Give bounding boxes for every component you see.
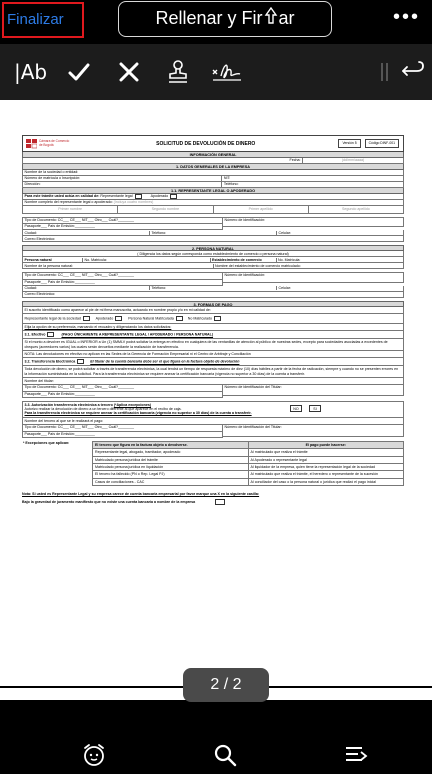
id-block-4: [22, 425, 404, 438]
exc-row: [93, 478, 403, 485]
bottom-bar: [0, 734, 432, 774]
transferencia-checkbox[interactable]: [77, 359, 84, 364]
id-block-1: [22, 217, 404, 230]
tipo-doc-row[interactable]: Tipo de Documento: CC___ CE___ NIT___ Otro___ Cuál?________: [22, 425, 223, 432]
exc-right: Al conciliador del caso o la persona natural o jurídica que realizó el pago inicial: [250, 479, 376, 484]
id-block-3: [22, 385, 404, 397]
sign-pen-icon: [264, 3, 278, 36]
top-bar: [0, 0, 432, 42]
telefono-label: Teléfono:: [150, 231, 277, 235]
s3-opt-label: Persona Natural Matriculada: [128, 316, 174, 321]
section-2-heading: 2. PERSONA NATURAL: [22, 245, 404, 251]
pasaporte-row[interactable]: Pasaporte___ País de Emisión:__________: [22, 432, 223, 438]
rep-legal-checkbox[interactable]: [135, 194, 142, 199]
logo-text: Cámara de Comercio de Bogotá: [39, 138, 70, 147]
undo-icon[interactable]: [400, 56, 426, 88]
pasaporte-row[interactable]: Pasaporte___ País de Emisión:__________: [22, 224, 223, 230]
correo-label: Correo Electrónico:: [24, 292, 56, 297]
efectivo-checkbox[interactable]: [47, 332, 54, 337]
nombre-completo-label: [23, 200, 403, 204]
nota-efectivo: NOTA: Las devoluciones en efectivo no aplican en las Sedes de la Gerencia de Formación Empresarial ni el Centro de Arbitraje y Conciliación: [22, 351, 404, 358]
document-viewer[interactable]: [0, 100, 432, 700]
id-block-2: [22, 272, 404, 285]
logo-mark-icon: [26, 139, 37, 149]
fecha-label: Fecha:: [23, 158, 303, 162]
s2-subtitle-text: ( Diligencia los datos según corresponda como establecimiento de comercio o persona natural): [137, 251, 289, 256]
establecimiento-label: Establecimiento de comercio: [211, 258, 277, 262]
s32-text: Toda devolución de dinero, se podrá solicitar a través de transferencia electrónica, la cual tendrá un tiempo de respuesta máximo de diez (10) días hábiles a partir de la fecha de radicación, siempre y cuando no se presenten errores en la información suministrada en la solicitud. Para la transferencia electrónica se requiere anexar la certificación bancaria (vigencia no superior a 30 días) de la cuenta a transferir.: [22, 366, 404, 378]
nombre-completo-text: Nombre completo del representante legal o apoderado:: [24, 200, 113, 205]
exc-head-right: El pago puede hacerse:: [305, 443, 346, 448]
s3-intro: El suscrito identificado como aparece al pie de mi firma manuscrita, actuando en nombre propio y/o en mi calidad de:: [22, 307, 404, 314]
section-1-heading: 1. DATOS GENERALES DE LA EMPRESA: [22, 164, 404, 170]
more-options-button[interactable]: •••: [392, 6, 420, 28]
exc-right: Al Apoderado o representante legal: [250, 457, 307, 462]
s3-opt-checkbox[interactable]: [83, 316, 90, 321]
celular-label: Celular:: [278, 286, 291, 291]
document-header: [22, 135, 404, 152]
exc-row: [93, 448, 403, 455]
exc-row: [93, 470, 403, 477]
exc-left: El tercero ha fallecido (PN o Rep. Legal PJ): [93, 471, 249, 477]
exc-row: [93, 463, 403, 470]
check-icon[interactable]: [66, 56, 92, 88]
name-part[interactable]: Primer nombre: [23, 206, 118, 213]
signature-icon[interactable]: [210, 56, 244, 88]
s33-options: [288, 405, 323, 412]
s33-block: [22, 401, 404, 418]
title-part-2: ar: [278, 8, 295, 28]
excepciones-table: [92, 441, 404, 486]
excepciones-block: [22, 441, 404, 486]
title-part-1: Rellenar y Fir: [155, 8, 263, 28]
exc-right: Al liquidador de la empresa, quien tiene la representación legal de la sociedad: [250, 465, 375, 470]
fecha-field[interactable]: (dd/mm/aaaa): [341, 158, 365, 163]
s11-who: Para este trámite usted actúa en calidad de:: [24, 194, 100, 199]
excepciones-header: [93, 442, 403, 448]
juramento-checkbox[interactable]: [215, 499, 225, 505]
exc-left: Matriculado persona jurídica en liquidación: [93, 464, 249, 470]
s32-label: 3.2. Transferencia Electrónica: [24, 359, 76, 364]
exc-left: Matriculado persona jurídica del trámite: [93, 457, 249, 463]
page-indicator: 2 / 2: [183, 668, 269, 702]
exc-right: Al matriculado que realiza el trámite, el heredero o representante de la sucesión: [250, 472, 378, 477]
s3-opt-checkbox[interactable]: [214, 316, 221, 321]
s3-options: [22, 314, 404, 324]
s1-label: Número de matrícula o Inscripción:: [23, 176, 222, 180]
name-parts-row[interactable]: [22, 206, 404, 214]
correo-label: Correo Electrónico:: [24, 236, 56, 241]
nombre-titular-row[interactable]: Nombre del titular:: [22, 378, 404, 385]
pasaporte-row[interactable]: Pasaporte___ País de Emisión:__________: [22, 280, 223, 286]
numero-id-row[interactable]: Número de identificación:: [223, 272, 404, 282]
pn-matricula[interactable]: No. Matrícula:: [83, 258, 211, 262]
name-part[interactable]: Primer apellido: [214, 206, 309, 213]
si-checkbox[interactable]: NO: [290, 405, 302, 412]
nota-rep-legal: Nota: Si usted es Representante Legal y su empresa carece de cuenta bancaria empresarial por favor marque una X en la siguiente casilla:: [22, 492, 260, 497]
exc-right: Al matriculado que realiza el trámite: [250, 450, 308, 455]
name-part[interactable]: Segundo nombre: [118, 206, 213, 213]
tipo-doc-row[interactable]: Tipo de Documento: CC___ CE___ NIT___ Otro___ Cuál?________: [22, 272, 223, 279]
num-titular-row[interactable]: Número de identificación del Titular:: [223, 425, 404, 437]
s33-text: Autorizo realizar la devolución de dinero a un tercero diferente al que aparece en el recibo de caja.: [24, 407, 182, 412]
cross-icon[interactable]: [116, 56, 142, 88]
nombre-hint: (Incluya cuatro nombres): [113, 200, 154, 205]
telefono-label: Teléfono:: [150, 286, 277, 290]
tipo-doc-row[interactable]: Tipo de Documento: CC___ CE___ NIT___ Otro___ Cuál?________: [22, 385, 223, 391]
finalize-button[interactable]: Finalizar: [2, 2, 84, 38]
s31-row: [22, 331, 404, 339]
rep-legal-label: Representante legal: [100, 194, 133, 199]
section-11-heading: 1.1. REPRESENTANTE LEGAL O APODERADO: [22, 188, 404, 194]
version-box: Versión 5: [338, 139, 360, 147]
exc-left: Casos de conciliaciones - CAC: [93, 479, 249, 485]
apoderado-label: Apoderado: [150, 194, 169, 199]
s3-opt-label: Representante legal de la sociedad: [24, 316, 81, 321]
s3-opt-checkbox[interactable]: [115, 316, 122, 321]
juramento-row: [22, 499, 404, 505]
s32-title: El titular de la cuenta bancaria debe ser el que figura en la factura objeto de devolución: [90, 359, 240, 364]
list-icon[interactable]: [343, 742, 369, 768]
exc-row: [93, 456, 403, 463]
s33-label: 3.3. Autorización transferencia electrónica a tercero: [24, 402, 113, 407]
alarm-icon[interactable]: [81, 742, 107, 768]
no-checkbox[interactable]: SI: [309, 405, 321, 412]
exc-left: Representante legal, abogado, tramitador, apoderado: [93, 449, 249, 455]
s31-label: 3.1. Efectivo: [24, 332, 46, 337]
name-part[interactable]: Segundo apellido: [341, 207, 370, 212]
document-title: SOLICITUD DE DEVOLUCIÓN DE DINERO: [156, 140, 256, 147]
code-box: Código DINF-001: [365, 139, 399, 147]
juramento-text: Bajo la gravedad de juramento manifiesto que no existe una cuenta bancaria a nombre de la empresa: [22, 500, 196, 505]
num-titular-row[interactable]: Número de identificación del Titular:: [223, 385, 404, 395]
tipo-doc-row[interactable]: Tipo de Documento: CC___ CE___ NIT___ Otro___ Cuál?________: [22, 217, 223, 224]
s31-title: (PAGO ÚNICAMENTE A REPRESENTANTE LEGAL / APODERADO / PERSONA NATURAL): [61, 332, 214, 337]
fill-and-sign-title[interactable]: [118, 1, 332, 37]
s3-opt-label: Apoderado: [95, 316, 114, 321]
section-3-heading: 3. FORMAS DE PAGO: [22, 301, 404, 307]
s11-role-label: [23, 194, 403, 199]
general-info-heading: INFORMACIÓN GENERAL: [22, 152, 404, 158]
nombre-est-label: Nombre del establecimiento de comercio matriculado:: [215, 263, 301, 268]
add-text-button[interactable]: |Ab: [14, 60, 48, 84]
ciudad-label: Ciudad:: [23, 286, 150, 290]
s32-row: [22, 358, 404, 366]
fill-sign-toolbar: [0, 44, 432, 100]
ciudad-label: Ciudad:: [23, 231, 150, 235]
nombre-pn-label: Nombre de la persona natural:: [23, 264, 214, 268]
s3-opt-label: No Matriculado: [187, 316, 212, 321]
numero-id-row[interactable]: Número de identificación:: [223, 217, 404, 227]
s3-opt-checkbox[interactable]: [176, 316, 183, 321]
pasaporte-row[interactable]: Pasaporte___ País de Emisión:__________: [22, 392, 223, 398]
ccb-logo: [23, 137, 73, 150]
document-page: [22, 135, 404, 735]
s1-label: Dirección:: [23, 182, 222, 186]
apoderado-checkbox[interactable]: [170, 194, 177, 199]
toolbar-divider: [380, 56, 390, 88]
s33-hint: (*Aplica excepciones): [113, 402, 152, 407]
nit-label: NIT:: [223, 176, 231, 181]
s31-text: Si el monto a devolver es IGUAL o INFERIOR a Un (1) SMMLV podrá solicitar la entrega en efectivo en cualquiera de las ventanillas de atención al público de nuestras sedes, excepto para sociedades asociadas a excedentes de cheques (acreedores varios) los cuales serán devueltos mediante la realización de transferencia.: [22, 339, 404, 351]
excepciones-label: * Excepciones que aplican:: [23, 441, 70, 446]
exc-head-left: El tercero que figura en la factura objeto a devolverse.: [93, 442, 249, 448]
s33-text-2: Para la transferencia electrónica se requiere anexar la certificación bancaria (vigencia no superior a 30 días) de la cuenta a transferir.: [24, 411, 252, 416]
telefono-label: Teléfono:: [223, 182, 239, 187]
persona-natural-label: Persona natural: [23, 258, 83, 262]
s3-choose: Elija la opción de su preferencia, marcando el recuadro y diligenciando los datos solicitados:: [22, 324, 404, 331]
est-matricula[interactable]: No. Matrícula:: [278, 257, 301, 262]
stamp-icon[interactable]: [164, 56, 192, 88]
nombre-tercero-row[interactable]: Nombre del tercero al que se le realizará el pago:: [22, 418, 404, 425]
s1-label: Nombre de la sociedad o entidad:: [24, 170, 79, 175]
celular-label: Celular:: [278, 230, 291, 235]
search-icon[interactable]: [212, 742, 238, 768]
